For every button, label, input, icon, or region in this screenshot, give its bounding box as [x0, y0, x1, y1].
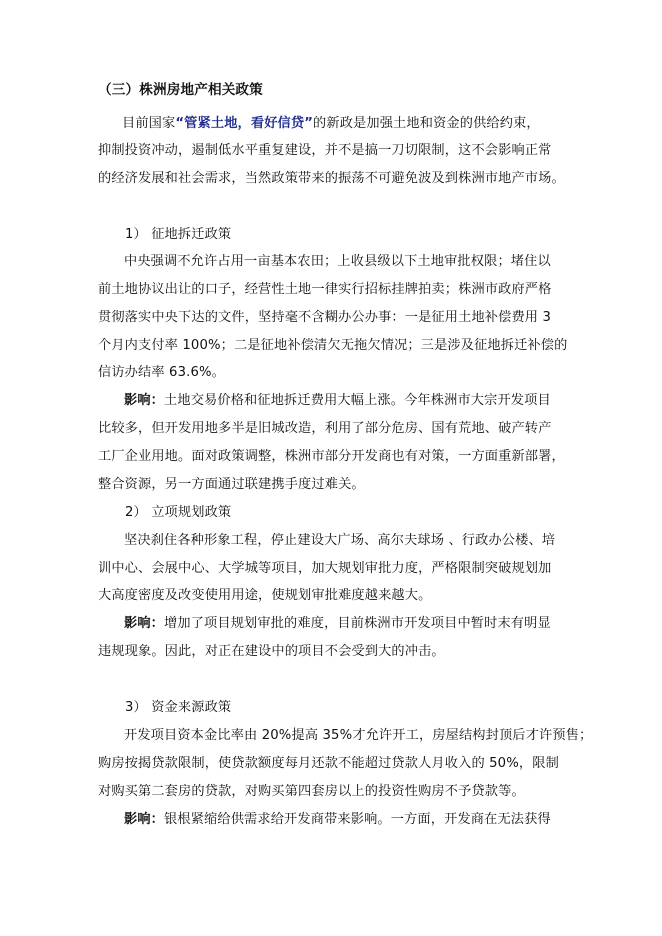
impact-text: 土地交易价格和征地拆迁费用大幅上涨。今年株洲市大宗开发项目: [164, 393, 551, 408]
paragraph-line: 前土地协议出让的口子，经营性土地一律实行招标挂牌拍卖；株洲市政府严格: [98, 282, 552, 297]
section-title: （三）株洲房地产相关政策: [98, 82, 263, 98]
paragraph-line: 购房按揭贷款限制，使贷款额度每月还款不能超过贷款人月收入的 50%，限制: [98, 756, 559, 771]
impact-label: 影响：: [124, 812, 165, 827]
intro-line-3: 的经济发展和社会需求，当然政策带来的振荡不可避免波及到株洲市地产市场。: [98, 171, 565, 186]
paragraph-line: 工厂企业用地。面对政策调整，株洲市部分开发商也有对策，一方面重新部署，: [98, 449, 565, 464]
paragraph-line: 信访办结率 63.6%。: [98, 365, 226, 380]
impact-text: 增加了项目规划审批的难度，目前株洲市开发项目中暂时末有明显: [164, 616, 551, 631]
paragraph-line: 训中心、会展中心、大学城等项目，加大规划审批力度，严格限制突破规划加: [98, 561, 552, 576]
policy-quote: “管紧土地，看好信贷”: [175, 116, 314, 131]
impact-line: [124, 810, 551, 830]
impact-text: 银根紧缩给供需求给开发商带来影响。一方面，开发商在无法获得: [164, 812, 551, 827]
intro-text: 的新政是加强土地和资金的供给约束，: [313, 116, 540, 131]
impact-label: 影响：: [124, 393, 165, 408]
subsection-heading: 1） 征地拆迁政策: [125, 227, 232, 242]
paragraph-line: 整合资源，另一方面通过联建携手度过难关。: [98, 477, 365, 492]
paragraph-line: 违规现象。因此，对正在建设中的项目不会受到大的冲击。: [98, 644, 445, 659]
paragraph-line: 个月内支付率 100%；二是征地补偿清欠无拖欠情况；三是涉及征地拆迁补偿的: [98, 338, 568, 353]
impact-line: [124, 614, 551, 634]
paragraph-line: 对购买第二套房的贷款，对购买第四套房以上的投资性购房不予贷款等。: [98, 784, 525, 799]
paragraph-line: 坚决刹住各种形象工程，停止建设大广场、高尔夫球场 、行政办公楼、培: [124, 533, 556, 548]
intro-line-1: [122, 114, 540, 134]
paragraph-line: 中央强调不允许占用一亩基本农田；上收县级以下土地审批权限；堵住以: [124, 254, 551, 269]
subsection-heading: 3） 资金来源政策: [125, 700, 232, 715]
paragraph-line: 大高度密度及改变使用用途，使规划审批难度越来越大。: [98, 588, 432, 603]
paragraph-line: 比较多，但开发用地多半是旧城改造，利用了部分危房、国有荒地、破产转产: [98, 421, 552, 436]
intro-text: 目前国家: [122, 116, 176, 131]
paragraph-line: 贯彻落实中央下达的文件，坚持毫不含糊办公办事：一是征用土地补偿费用 3: [98, 310, 552, 325]
subsection-heading: 2） 立项规划政策: [125, 505, 232, 520]
paragraph-line: 开发项目资本金比率由 20%提高 35%才允许开工，房屋结构封顶后才许预售；: [124, 728, 593, 743]
impact-label: 影响：: [124, 616, 165, 631]
intro-line-2: 抑制投资冲动，遏制低水平重复建设，并不是搞一刀切限制，这不会影响正常: [98, 143, 552, 158]
impact-line: [124, 391, 551, 411]
